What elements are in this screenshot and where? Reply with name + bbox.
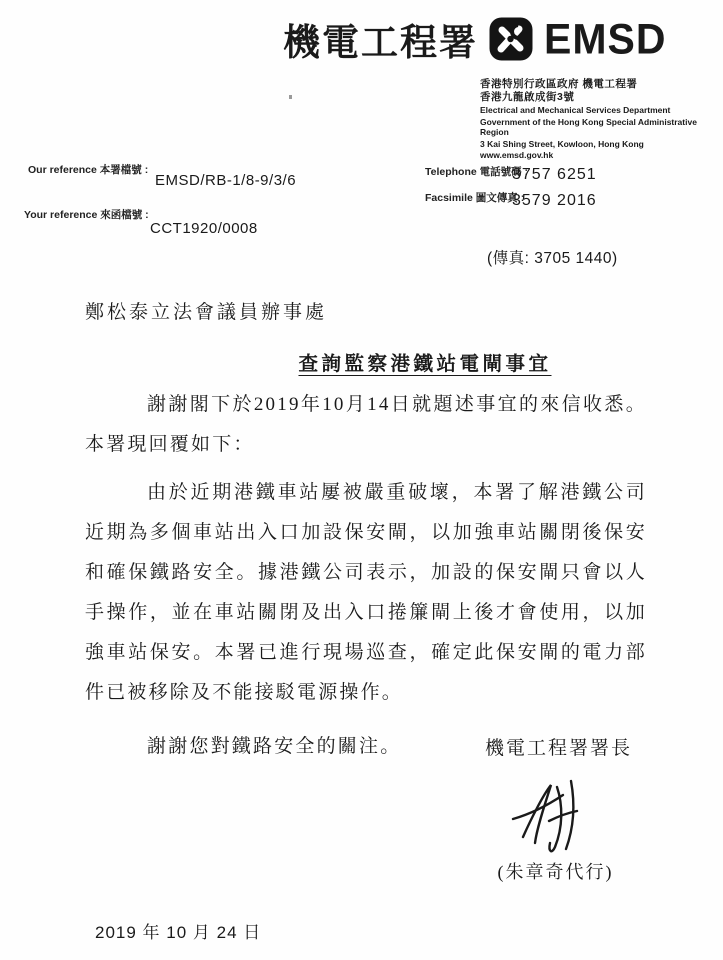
letter-body [85, 385, 647, 775]
address-chinese-line2: 香港九龍啟成街3號 [480, 91, 575, 103]
handwritten-fax-note: (傳真: 3705 1440) [487, 250, 618, 267]
scan-artifact [289, 95, 292, 99]
body-paragraph-2: 由於近期港鐵車站屢被嚴重破壞，本署了解港鐵公司近期為多個車站出入口加設保安閘，以加強車站關閉後保安和確保鐵路安全。據港鐵公司表示，加設的保安閘只會以人手操作，並在車站關閉及出入口捲簾閘上後才會使用，以加強車站保安。本署已進行現場巡查，確定此保安閘的電力部件已被移除及不能接駁電源操作。 [85, 482, 647, 703]
subject-line: 查詢監察港鐵站電閘事宜 [298, 354, 552, 375]
department-name-chinese: 機電工程署 [283, 23, 478, 64]
signer-name: (朱章奇代行) [497, 862, 614, 882]
address-english-line1: Electrical and Mechanical Services Department [480, 105, 671, 115]
letterhead [283, 12, 666, 66]
emsd-logo-icon [488, 16, 534, 62]
telephone-label: Telephone 電話號碼 : [425, 166, 529, 178]
facsimile-label: Facsimile 圖文傳真 : [425, 192, 525, 204]
recipient-line: 鄭松泰立法會議員辦事處 [85, 302, 328, 323]
body-paragraph-1: 謝謝閣下於2019年10月14日就題述事宜的來信收悉。本署現回覆如下： [85, 394, 647, 455]
handwritten-signature [505, 775, 600, 860]
website-url: www.emsd.gov.hk [480, 150, 554, 160]
address-chinese-line1: 香港特別行政區政府 機電工程署 [480, 78, 638, 90]
letter-date: 2019 年 10 月 24 日 [95, 923, 262, 942]
your-reference-value: CCT1920/0008 [150, 220, 258, 237]
body-paragraph-3: 謝謝您對鐵路安全的關注。 [147, 736, 402, 757]
our-reference-value: EMSD/RB-1/8-9/3/6 [155, 172, 297, 189]
address-english-line2: Government of the Hong Kong Special Administrative Region [480, 116, 697, 137]
signoff-title: 機電工程署署長 [485, 738, 633, 759]
address-block [480, 78, 715, 161]
telephone-value: 3757 6251 [512, 166, 597, 183]
your-reference-label: Your reference 來函檔號 : [24, 209, 149, 221]
facsimile-value: 3579 2016 [512, 192, 597, 209]
department-name-english: EMSD [544, 14, 667, 63]
address-english-line3: 3 Kai Shing Street, Kowloon, Hong Kong [480, 138, 644, 149]
our-reference-label: Our reference 本署檔號 : [28, 164, 149, 176]
